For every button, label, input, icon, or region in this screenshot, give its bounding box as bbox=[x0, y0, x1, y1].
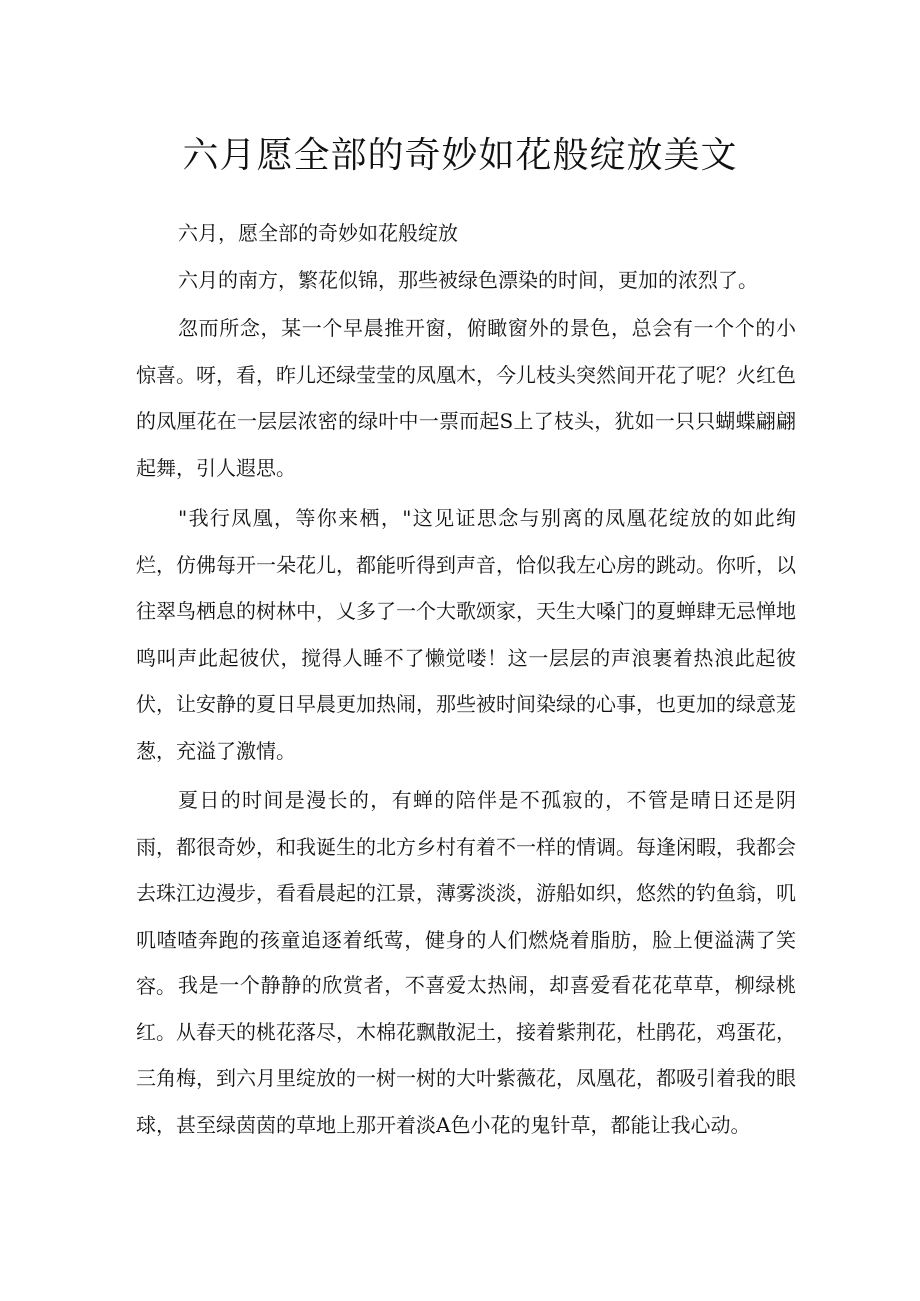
document-title: 六月愿全部的奇妙如花般绽放美文 bbox=[182, 135, 738, 176]
paragraph: "我行凤凰，等你来栖，"这见证思念与别离的凤凰花绽放的如此绚烂，仿佛每开一朵花儿，都能听得到声音，恰似我左心房的跳动。你听，以往翠鸟栖息的树林中，乂多了一个大歌颂家，天生大嗓门的夏蝉肆无忌惮地鸣叫声此起彼伏，搅得人睡不了懒觉喽！这一层层的声浪裹着热浪此起彼伏，让安静的夏日早晨更加热闹，那些被时间染绿的心事，也更加的绿意茏葱，充溢了激情。 bbox=[136, 506, 796, 763]
paragraph: 忽而所念，某一个早晨推开窗，俯瞰窗外的景色，总会有一个个的小惊喜。呀，看，昨儿还绿莹莹的凤凰木，今儿枝头突然间开花了呢？火红色的凤厘花在一层层浓密的绿叶中一票而起S上了枝头，犹如一只只蝴蝶翩翩起舞，引人遐思。 bbox=[136, 316, 796, 480]
paragraph: 我是一个静静的欣赏者，不喜爱太热闹，却喜爱看花花草草，柳绿桃红。从春天的桃花落尽，木棉花飘散泥土，接着紫荆花，杜鹃花，鸡蛋花，三角梅，到六月里绽放的一树一树的大叶紫薇花，凤凰花，都吸引着我的眼球，甚至绿茵茵的草地上那开着淡A色小花的鬼针草，都能让我心动。 bbox=[136, 973, 796, 1137]
paragraph: 六月的南方，繁花似锦，那些被绿色漂染的时间，更加的浓烈了。 bbox=[178, 268, 758, 292]
paragraph: 夏日的时间是漫长的，有蝉的陪伴是不孤寂的，不管是晴日还是阴雨，都很奇妙，和我诞生的北方乡村有着不一样的情调。每逢闲暇，我都会去珠江边漫步，看看晨起的江景，薄雾淡淡，游船如织，悠然的钓鱼翁，叽叽喳喳奔跑的孩童追逐着纸莺，健身的人们燃烧着脂肪，脸上便溢满了笑容。 bbox=[136, 788, 796, 998]
paragraph-subtitle: 六月，愿全部的奇妙如花般绽放 bbox=[178, 221, 458, 245]
